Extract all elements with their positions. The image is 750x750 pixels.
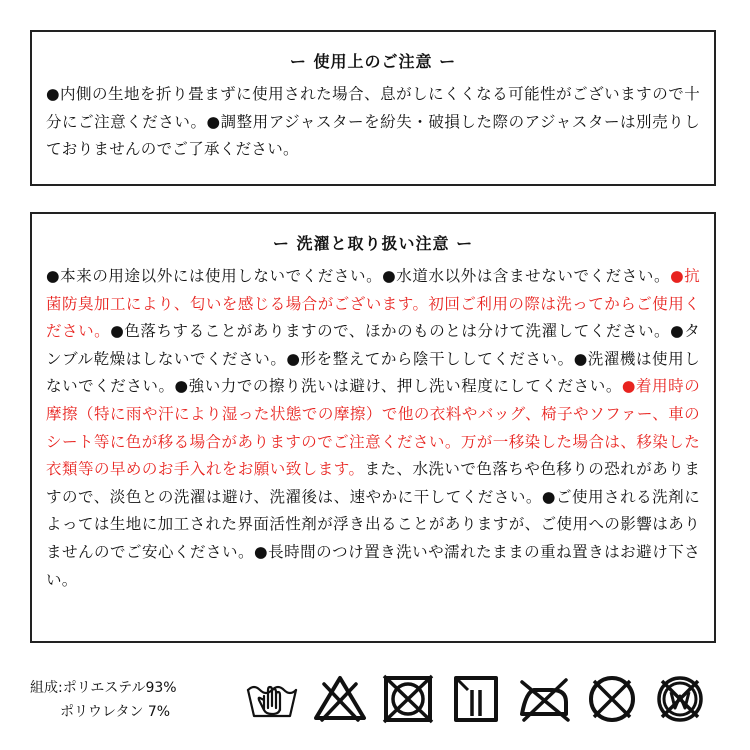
caution-text-part: また、水洗いで色落ちや色移りの恐れがありますので、淡色との洗濯は避け、洗濯後は、速やかに干してください。●ご使用される洗剤によっては生地に加工された界面活性剤が浮き出ることがありますが、ご使用への影響はありませんのでご安心ください。●長時間のつけ置き洗いや濡れたままの重ね置きはお避け下さい。: [46, 460, 700, 589]
dry-in-shade-icon: [448, 670, 504, 726]
washing-caution-box: [30, 212, 716, 643]
usage-caution-title: ー 使用上のご注意 ー: [289, 52, 457, 71]
no-wet-cleaning-icon: [652, 670, 708, 726]
caution-text-red-part: ●抗菌防臭加工により、匂いを感じる場合がございます。初回ご利用の際は洗ってからご使用ください。: [46, 267, 701, 341]
fabric-composition: [12, 676, 224, 724]
care-label-icons: [244, 670, 744, 726]
composition-line-2: ポリウレタン 7%: [60, 704, 171, 720]
hand-wash-icon: [244, 670, 300, 726]
no-ironing-icon: [516, 670, 572, 726]
no-bleach-icon: [312, 670, 368, 726]
no-dry-clean-icon: [584, 670, 640, 726]
caution-text-part: ●本来の用途以外には使用しないでください。●水道水以外は含ませないでください。: [46, 267, 671, 285]
caution-text-red-part: ●着用時の摩擦（特に雨や汗により湿った状態での摩擦）で他の衣料やバッグ、椅子やソファー、車のシート等に色が移る場合がありますのでご注意ください。万が一移染した場合は、移染した衣類等の早めのお手入れをお願い致します。: [46, 377, 700, 479]
usage-caution-box: [30, 30, 716, 186]
washing-caution-title: ー 洗濯と取り扱い注意 ー: [272, 234, 474, 253]
no-tumble-dry-icon: [380, 670, 436, 726]
composition-line-1: 組成:ポリエステル93%: [30, 680, 177, 696]
washing-caution-text: [46, 263, 700, 594]
usage-caution-text: ●内側の生地を折り畳まずに使用された場合、息がしにくくなる可能性がございますので十分にご注意ください。●調整用アジャスターを紛失・破損した際のアジャスターは別売りしておりませんのでご了承ください。: [46, 85, 700, 159]
caution-text-part: ●色落ちすることがありますので、ほかのものとは分けて洗濯してください。●タンブル乾燥はしないでください。●形を整えてから陰干ししてください。●洗濯機は使用しないでください。●強い力での擦り洗いは避け、押し洗い程度にしてください。: [46, 322, 700, 396]
